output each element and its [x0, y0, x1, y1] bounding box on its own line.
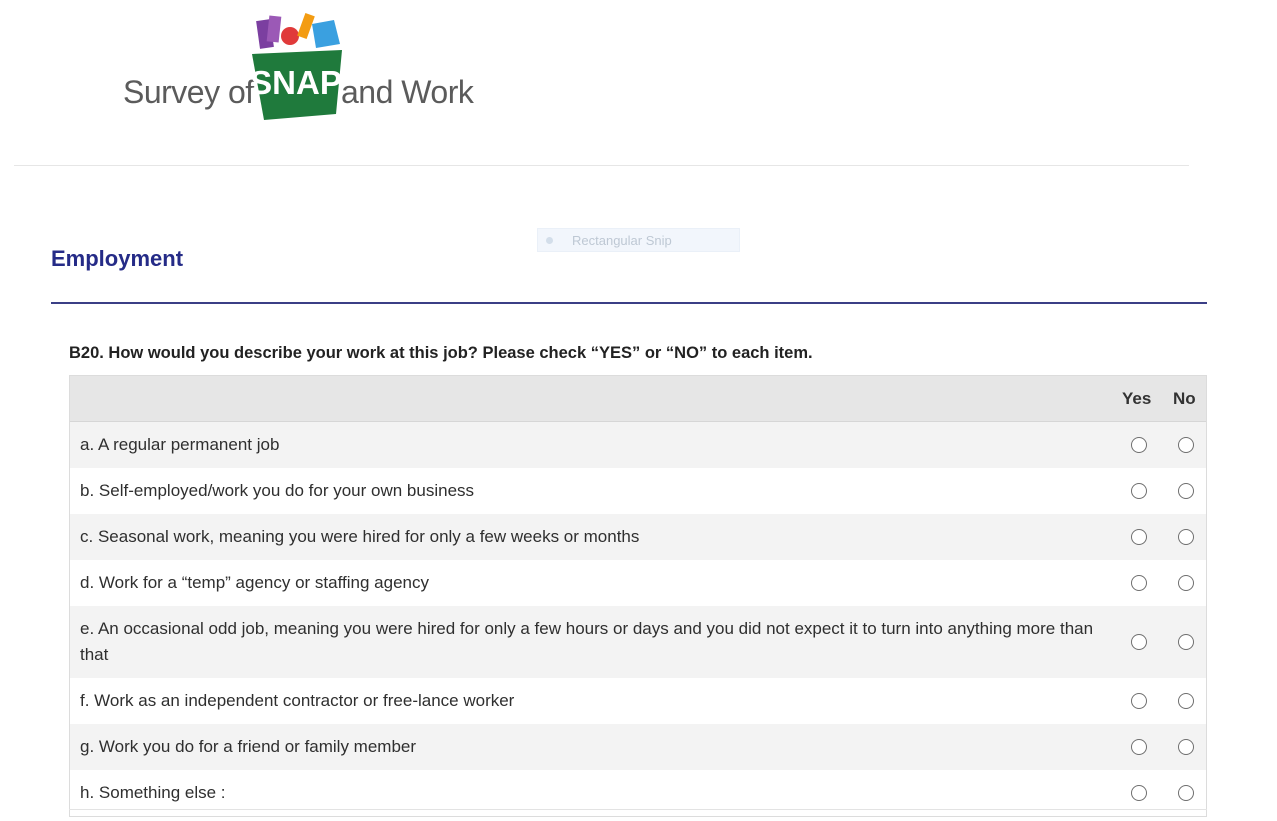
yes-radio[interactable] [1131, 785, 1147, 801]
logo-text-right: and Work [341, 74, 474, 110]
grid-row-f [70, 678, 1206, 724]
grid-row-b [70, 468, 1206, 514]
no-radio[interactable] [1178, 739, 1194, 755]
no-radio[interactable] [1178, 693, 1194, 709]
survey-logo [118, 10, 478, 125]
logo-snap-text: SNAP [250, 64, 342, 101]
row-label: f. Work as an independent contractor or free-lance worker [80, 691, 515, 710]
yes-radio[interactable] [1131, 575, 1147, 591]
yes-radio[interactable] [1131, 437, 1147, 453]
section-title: Employment [51, 246, 184, 271]
no-radio[interactable] [1178, 483, 1194, 499]
row-label: c. Seasonal work, meaning you were hired for only a few weeks or months [80, 527, 640, 546]
yes-radio[interactable] [1131, 634, 1147, 650]
grid-row-e [70, 606, 1206, 678]
grid-row-a [70, 422, 1206, 468]
bottom-divider [69, 809, 1207, 810]
row-label: h. Something else : [80, 783, 226, 802]
column-header-yes: Yes [1122, 389, 1152, 408]
grid-header [70, 376, 1206, 422]
row-label: d. Work for a “temp” agency or staffing agency [80, 573, 429, 592]
logo-text-left: Survey of [123, 74, 254, 110]
column-header-no: No [1173, 389, 1196, 408]
row-label: e. An occasional odd job, meaning you were hired for only a few hours or days and you did not expect it to turn into anything more than that [80, 619, 1094, 664]
no-radio[interactable] [1178, 529, 1194, 545]
grid-row-d [70, 560, 1206, 606]
row-label: g. Work you do for a friend or family member [80, 737, 417, 756]
yes-radio[interactable] [1131, 483, 1147, 499]
header-divider [14, 165, 1189, 166]
no-radio[interactable] [1178, 785, 1194, 801]
answer-grid [69, 375, 1207, 817]
yes-radio[interactable] [1131, 739, 1147, 755]
row-label: a. A regular permanent job [80, 435, 280, 454]
grocery-bag-icon [246, 10, 346, 122]
grid-row-g [70, 724, 1206, 770]
no-radio[interactable] [1178, 437, 1194, 453]
grid-row-c [70, 514, 1206, 560]
question-text: B20. How would you describe your work at this job? Please check “YES” or “NO” to each item. [69, 344, 813, 362]
section-divider [51, 302, 1207, 304]
no-radio[interactable] [1178, 575, 1194, 591]
snip-icon [546, 237, 553, 244]
snip-overlay [537, 228, 740, 252]
snip-label: Rectangular Snip [572, 233, 672, 248]
row-label: b. Self-employed/work you do for your own business [80, 481, 475, 500]
no-radio[interactable] [1178, 634, 1194, 650]
yes-radio[interactable] [1131, 693, 1147, 709]
yes-radio[interactable] [1131, 529, 1147, 545]
